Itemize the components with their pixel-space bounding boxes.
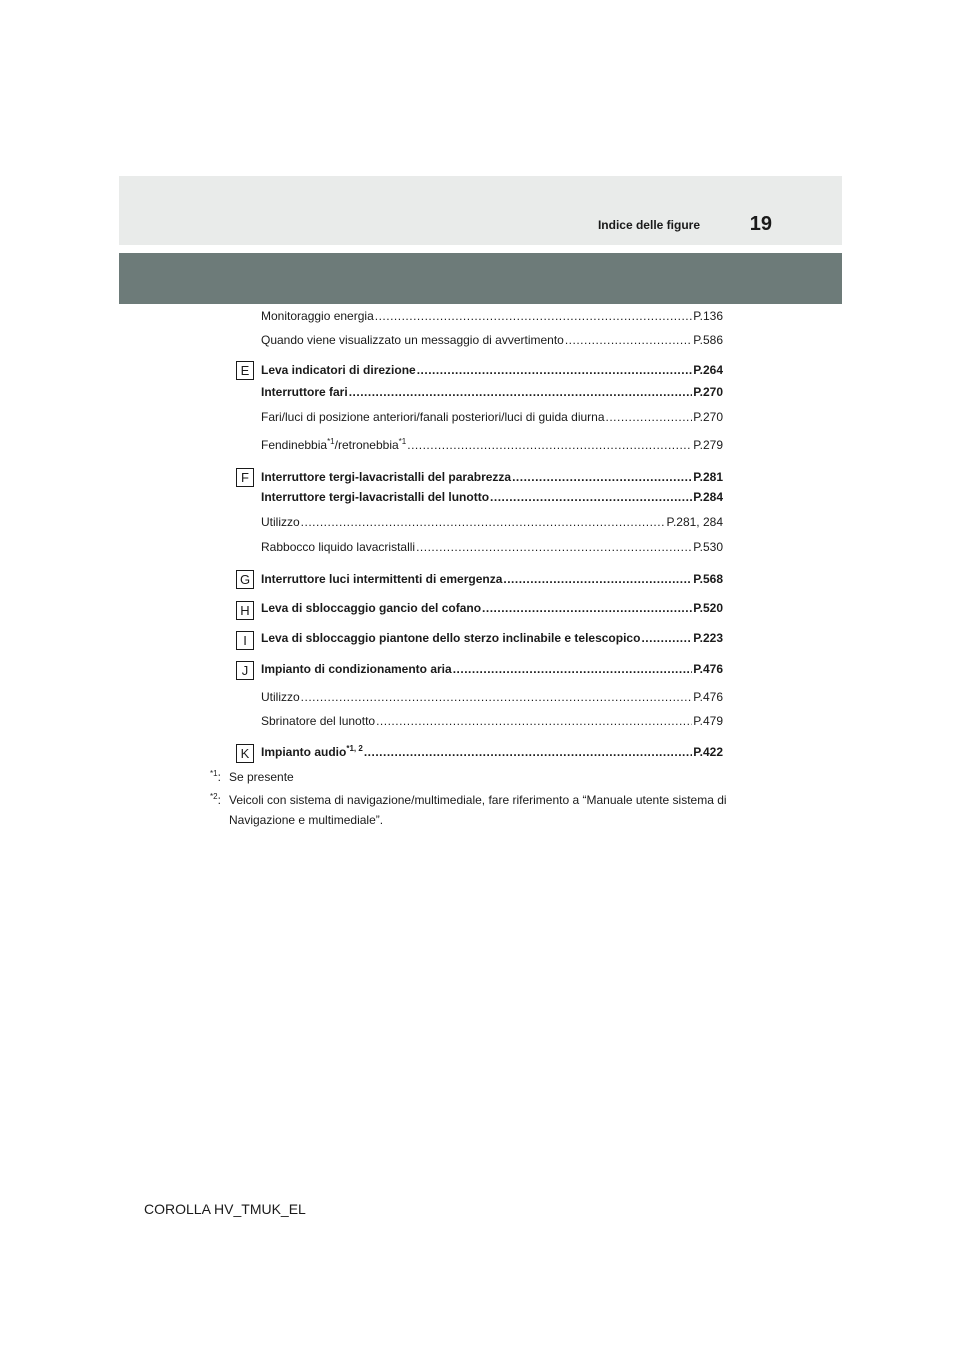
model-code: COROLLA HV_TMUK_EL bbox=[144, 1201, 306, 1217]
header-dark-band bbox=[119, 253, 842, 304]
toc-entry[interactable] bbox=[261, 572, 723, 592]
section-letter-e: E bbox=[236, 361, 254, 380]
toc-entry[interactable] bbox=[261, 309, 723, 329]
toc-entry[interactable] bbox=[261, 410, 723, 430]
entry-page: P.270 bbox=[693, 385, 723, 399]
footnote-ref: *1 bbox=[327, 437, 335, 446]
footnote-text: Se presente bbox=[229, 770, 294, 784]
section-letter-k: K bbox=[236, 744, 254, 763]
footnote-text: Veicoli con sistema di navigazione/multimediale, fare riferimento a “Manuale utente sistema di Navigazione e multimediale”. bbox=[229, 793, 727, 827]
leader-dots bbox=[503, 572, 692, 586]
section-letter-i: I bbox=[236, 631, 254, 650]
leader-dots bbox=[641, 631, 692, 645]
entry-page: P.476 bbox=[693, 690, 723, 704]
leader-dots bbox=[375, 309, 692, 323]
toc-entry[interactable] bbox=[261, 515, 723, 535]
section-letter-j: J bbox=[236, 661, 254, 680]
toc-entry[interactable] bbox=[261, 363, 723, 383]
entry-label: Leva di sbloccaggio gancio del cofano bbox=[261, 601, 482, 615]
toc-entry[interactable] bbox=[261, 690, 723, 710]
entry-label: Monitoraggio energia bbox=[261, 309, 374, 323]
leader-dots bbox=[416, 540, 692, 554]
entry-label: Impianto di condizionamento aria bbox=[261, 662, 452, 676]
leader-dots bbox=[565, 333, 692, 347]
leader-dots bbox=[364, 745, 692, 759]
entry-page: P.479 bbox=[693, 714, 723, 728]
entry-page: P.279 bbox=[693, 438, 723, 452]
toc-entry[interactable] bbox=[261, 333, 723, 353]
footnote-1 bbox=[210, 767, 730, 787]
entry-page: P.136 bbox=[693, 309, 723, 323]
entry-page: P.281 bbox=[693, 470, 723, 484]
entry-label: Interruttore luci intermittenti di emergenza bbox=[261, 572, 503, 586]
leader-dots bbox=[482, 601, 692, 615]
entry-label: Fari/luci di posizione anteriori/fanali posteriori/luci di guida diurna bbox=[261, 410, 605, 424]
leader-dots bbox=[512, 470, 692, 484]
entry-label: Interruttore tergi-lavacristalli del parabrezza bbox=[261, 470, 512, 484]
entry-page: P.281, 284 bbox=[666, 515, 723, 529]
entry-label: Leva di sbloccaggio piantone dello sterzo inclinabile e telescopico bbox=[261, 631, 641, 645]
toc-entry[interactable] bbox=[261, 631, 723, 651]
header-band bbox=[119, 176, 842, 245]
leader-dots bbox=[407, 438, 692, 452]
entry-label-part: /retronebbia bbox=[334, 438, 399, 452]
footnote-mark-text: *1 bbox=[210, 769, 218, 778]
entry-page: P.223 bbox=[693, 631, 723, 645]
entry-label-part: Fendinebbia bbox=[261, 438, 328, 452]
leader-dots bbox=[301, 690, 693, 704]
entry-page: P.520 bbox=[693, 601, 723, 615]
entry-page: P.476 bbox=[693, 662, 723, 676]
entry-label: Leva indicatori di direzione bbox=[261, 363, 416, 377]
footnote-2 bbox=[210, 790, 730, 830]
leader-dots bbox=[606, 410, 693, 424]
toc-entry[interactable] bbox=[261, 438, 723, 458]
leader-dots bbox=[417, 363, 692, 377]
footnote-ref: *1, 2 bbox=[346, 744, 363, 753]
footnote-mark: $^{*1}$: bbox=[210, 769, 221, 784]
entry-label: Rabbocco liquido lavacristalli bbox=[261, 540, 416, 554]
toc-entry[interactable] bbox=[261, 714, 723, 734]
entry-label-part: Impianto audio bbox=[261, 745, 347, 759]
leader-dots bbox=[376, 714, 692, 728]
entry-label: Interruttore tergi-lavacristalli del lunotto bbox=[261, 490, 490, 504]
page-number: 19 bbox=[749, 213, 772, 235]
toc-entry[interactable] bbox=[261, 662, 723, 682]
footnote-mark-text: *2 bbox=[210, 792, 218, 801]
entry-page: P.568 bbox=[693, 572, 723, 586]
leader-dots bbox=[453, 662, 693, 676]
section-letter-g: G bbox=[236, 570, 254, 589]
toc-entry[interactable] bbox=[261, 385, 723, 405]
entry-label bbox=[261, 745, 363, 759]
entry-label: Utilizzo bbox=[261, 690, 300, 704]
toc-entry[interactable] bbox=[261, 745, 723, 765]
leader-dots bbox=[490, 490, 692, 504]
toc-entry[interactable] bbox=[261, 490, 723, 510]
entry-page: P.264 bbox=[693, 363, 723, 377]
footnote-ref: *1 bbox=[398, 437, 407, 446]
toc-entry[interactable] bbox=[261, 540, 723, 560]
toc-entry[interactable] bbox=[261, 470, 723, 490]
toc-entry[interactable] bbox=[261, 601, 723, 621]
entry-page: P.586 bbox=[693, 333, 723, 347]
entry-label: Utilizzo bbox=[261, 515, 300, 529]
entry-label: Interruttore fari bbox=[261, 385, 348, 399]
entry-page: P.284 bbox=[693, 490, 723, 504]
entry-label: Sbrinatore del lunotto bbox=[261, 714, 376, 728]
leader-dots bbox=[301, 515, 666, 529]
section-title: Indice delle figure bbox=[597, 218, 700, 232]
entry-page: P.530 bbox=[693, 540, 723, 554]
section-letter-f: F bbox=[236, 468, 254, 487]
entry-page: P.422 bbox=[693, 745, 723, 759]
section-letter-h: H bbox=[236, 601, 254, 620]
footnote-mark: $^{*2}$: bbox=[210, 792, 221, 807]
entry-page: P.270 bbox=[693, 410, 723, 424]
leader-dots bbox=[349, 385, 693, 399]
entry-label: Quando viene visualizzato un messaggio di avvertimento bbox=[261, 333, 564, 347]
entry-label bbox=[261, 438, 406, 452]
